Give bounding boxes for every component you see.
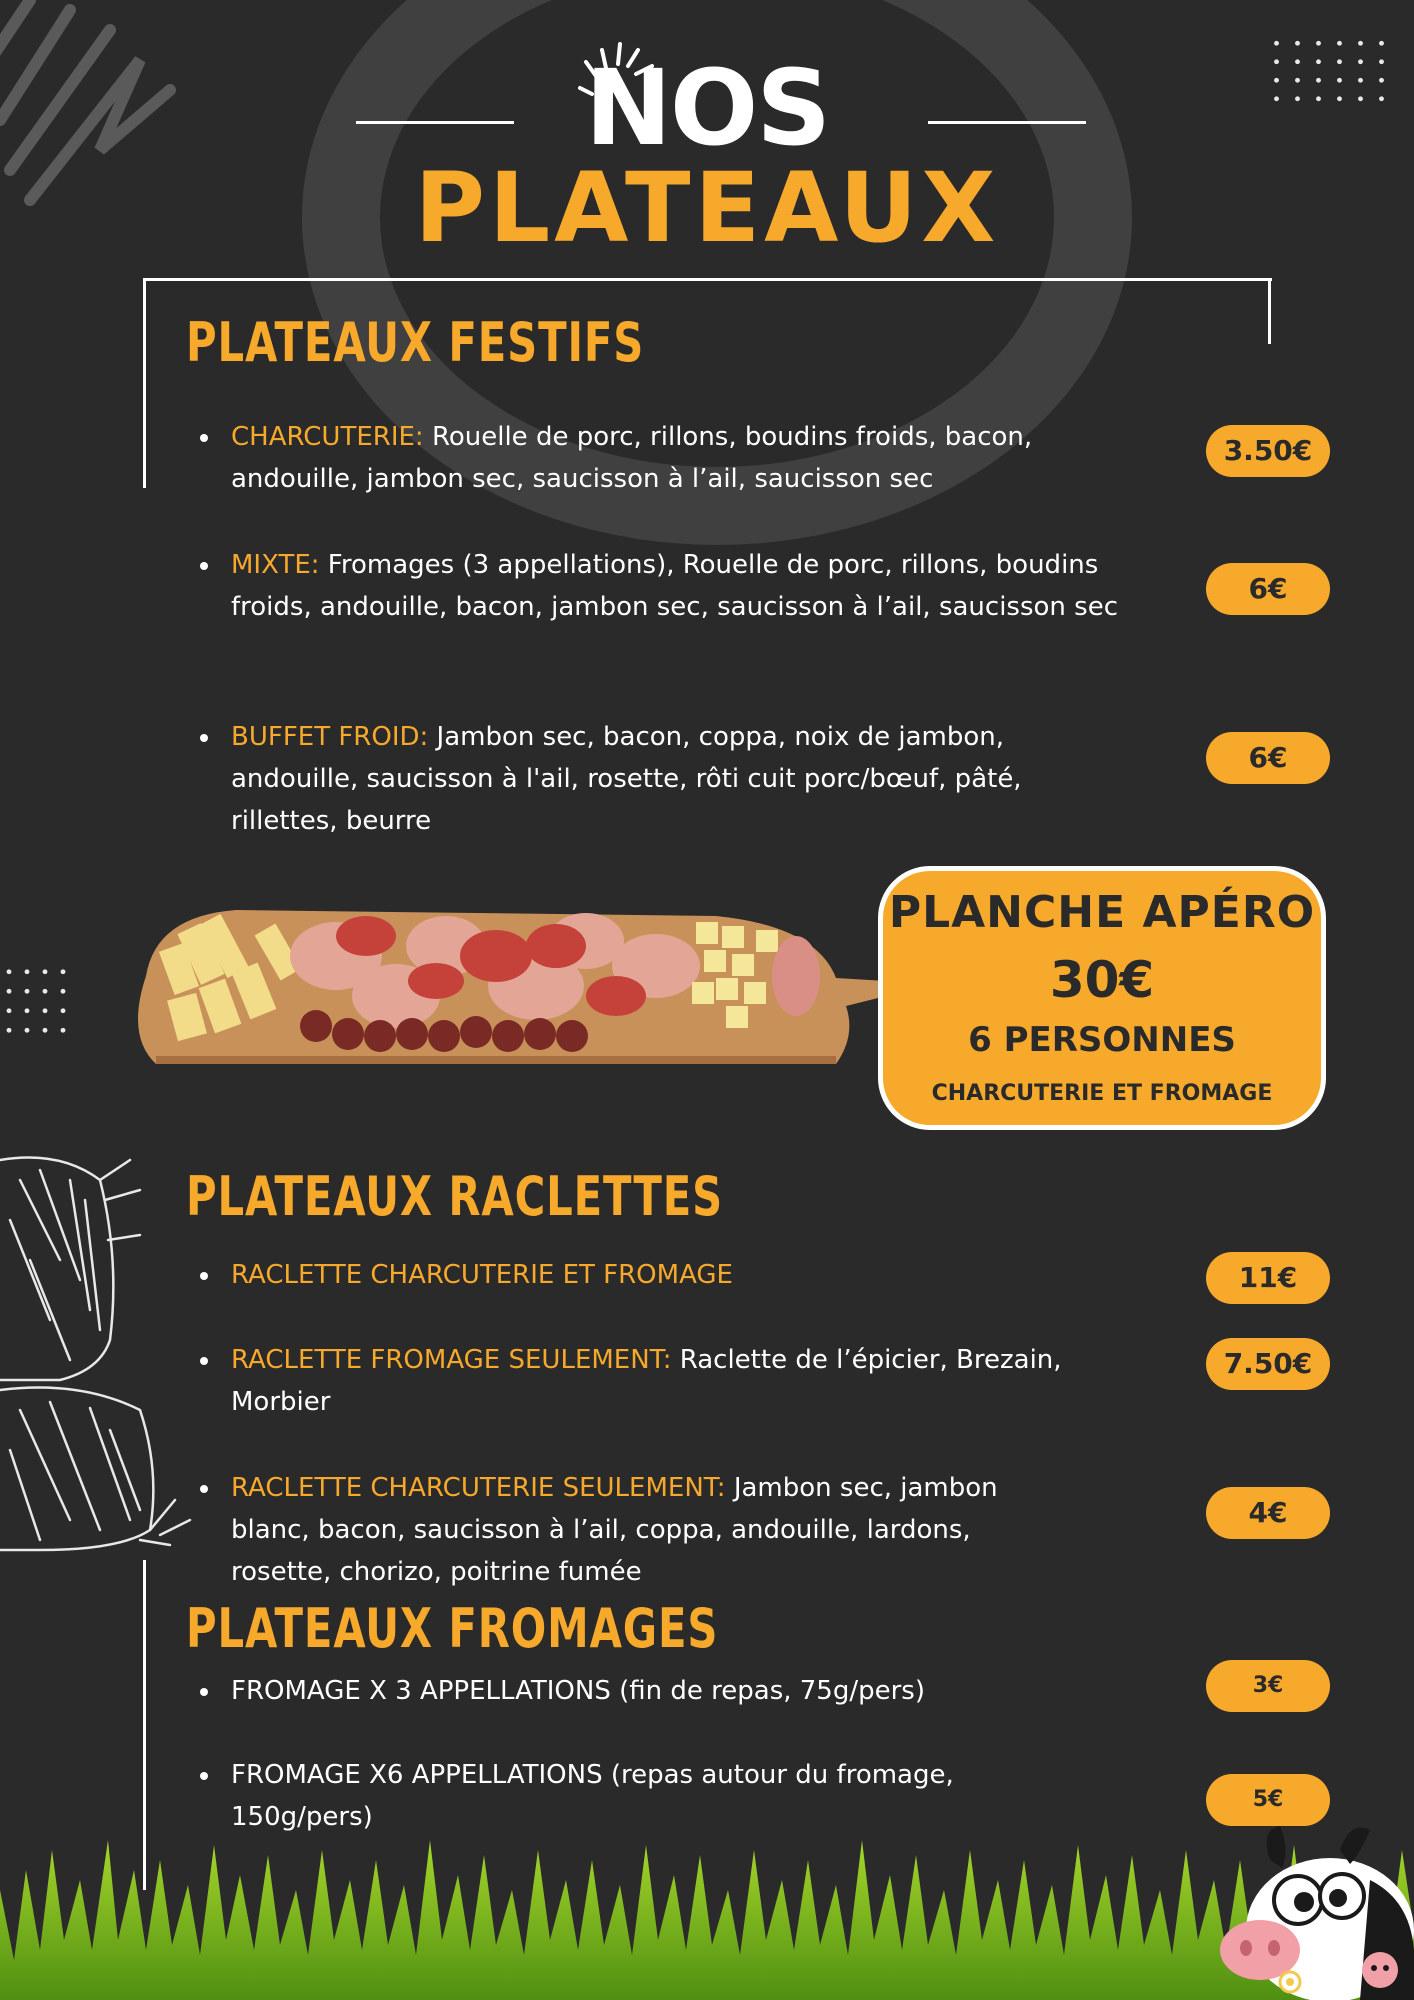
item-label: RACLETTE CHARCUTERIE ET FROMAGE xyxy=(231,1260,733,1290)
list-item-fromage-6 xyxy=(200,1754,1020,1838)
item-label: BUFFET FROID: xyxy=(231,722,429,752)
item-description: Raclette de l’épicier, Brezain, Morbier xyxy=(231,1345,1062,1417)
frame-right-border xyxy=(1268,278,1271,344)
list-item-charcuterie xyxy=(200,416,1150,500)
price-badge-mixte: 6€ xyxy=(1206,563,1330,615)
item-label: MIXTE: xyxy=(231,550,320,580)
grass-decoration xyxy=(0,1830,1414,2000)
item-label: RACLETTE CHARCUTERIE SEULEMENT: xyxy=(231,1473,726,1503)
list-item-raclette-charcuterie-fromage xyxy=(200,1254,1170,1296)
item-description: Jambon sec, bacon, coppa, noix de jambon, andouille, saucisson à l'ail, rosette, rôti cuit porc/bœuf, pâté, rillettes, beurre xyxy=(231,722,1022,836)
promo-card-planche-apero xyxy=(878,866,1326,1130)
item-description: FROMAGE X6 APPELLATIONS (repas autour du fromage, 150g/pers) xyxy=(231,1760,954,1832)
price-badge-fromage-6: 5€ xyxy=(1206,1774,1330,1826)
promo-subtitle: CHARCUTERIE ET FROMAGE xyxy=(931,1081,1273,1106)
charcuterie-board-image xyxy=(116,886,886,1076)
list-item-mixte xyxy=(200,544,1180,628)
section-title-raclettes: PLATEAUX RACLETTES xyxy=(186,1165,724,1228)
price-badge-raclette-charcuterie-fromage: 11€ xyxy=(1206,1252,1330,1304)
cow-illustration xyxy=(1220,1820,1414,2000)
item-label: RACLETTE FROMAGE SEULEMENT: xyxy=(231,1345,672,1375)
hay-bale-illustration xyxy=(0,1140,200,1560)
promo-price: 30€ xyxy=(1049,951,1155,1009)
price-badge-raclette-fromage: 7.50€ xyxy=(1206,1338,1330,1390)
item-description: Rouelle de porc, rillons, boudins froids, bacon, andouille, jambon sec, saucisson à l’ail, saucisson sec xyxy=(231,422,1033,494)
list-item-raclette-fromage xyxy=(200,1339,1100,1423)
price-badge-fromage-3: 3€ xyxy=(1206,1660,1330,1712)
promo-people: 6 PERSONNES xyxy=(968,1020,1236,1060)
page-title-line1: NOS xyxy=(584,47,830,169)
list-item-fromage-3 xyxy=(200,1670,1170,1712)
item-description: Fromages (3 appellations), Rouelle de porc, rillons, boudins froids, andouille, bacon, jambon sec, saucisson à l’ail, saucisson sec xyxy=(231,550,1118,622)
item-description: FROMAGE X 3 APPELLATIONS (fin de repas, 75g/pers) xyxy=(231,1676,925,1706)
frame-top-border xyxy=(143,278,1272,281)
section-title-festifs: PLATEAUX FESTIFS xyxy=(186,311,645,374)
price-badge-buffet-froid: 6€ xyxy=(1206,732,1330,784)
list-item-buffet-froid xyxy=(200,716,1130,842)
page-title-line2: PLATEAUX xyxy=(414,152,1000,264)
item-label: CHARCUTERIE: xyxy=(231,422,424,452)
item-description: Jambon sec, jambon blanc, bacon, saucisson à l’ail, coppa, andouille, lardons, rosette, chorizo, poitrine fumée xyxy=(231,1473,998,1587)
promo-title: PLANCHE APÉRO xyxy=(888,887,1316,938)
price-badge-raclette-charcuterie: 4€ xyxy=(1206,1487,1330,1539)
list-item-raclette-charcuterie xyxy=(200,1467,1060,1593)
dot-grid-left xyxy=(0,962,72,1040)
section-title-fromages: PLATEAUX FROMAGES xyxy=(186,1597,719,1660)
frame-left-border xyxy=(143,278,146,488)
price-badge-charcuterie: 3.50€ xyxy=(1206,425,1330,477)
